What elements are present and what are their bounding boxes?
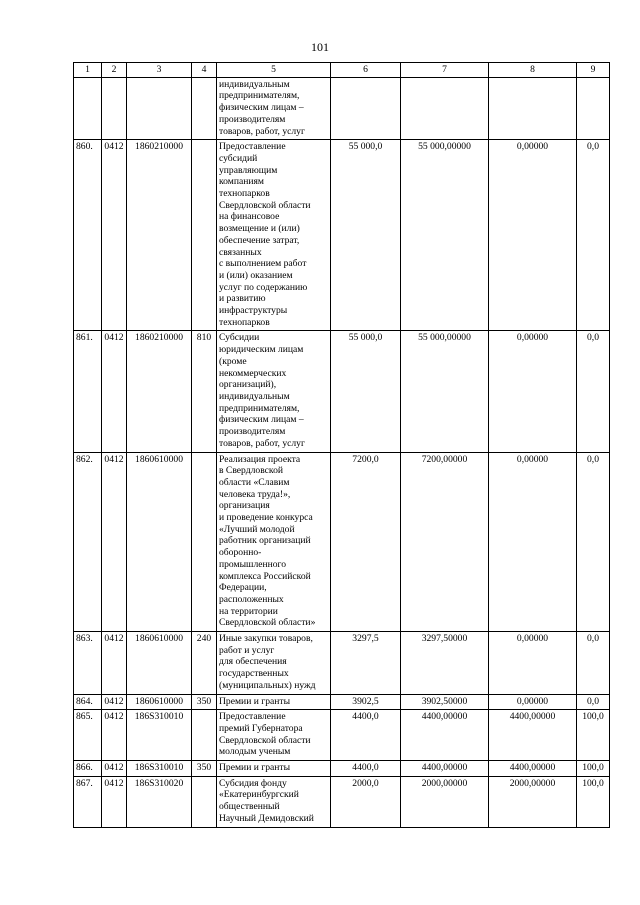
amount-cell: 7200,0 — [331, 452, 401, 632]
description-cell: индивидуальным предпринимателям, физическим лицам – производителям товаров, работ, услуг — [217, 77, 331, 140]
table-row — [74, 776, 610, 827]
federal-amount-cell: 4400,00000 — [489, 710, 577, 761]
expense-type-cell: 810 — [192, 331, 217, 452]
column-header: 6 — [331, 63, 401, 78]
percent-cell: 0,0 — [577, 452, 610, 632]
approved-amount-cell: 3902,50000 — [401, 694, 489, 710]
approved-amount-cell — [401, 77, 489, 140]
row-number-cell: 860. — [74, 140, 102, 331]
page-number: 101 — [311, 40, 329, 54]
expense-type-cell — [192, 140, 217, 331]
target-code-cell: 1860210000 — [127, 140, 192, 331]
column-header: 8 — [489, 63, 577, 78]
description-cell: Предоставление премий Губернатора Свердловской области молодым ученым — [217, 710, 331, 761]
section-code-cell: 0412 — [102, 710, 127, 761]
row-number-cell: 865. — [74, 710, 102, 761]
expense-type-cell: 350 — [192, 761, 217, 777]
percent-cell: 100,0 — [577, 776, 610, 827]
federal-amount-cell: 0,00000 — [489, 694, 577, 710]
row-number-cell — [74, 77, 102, 140]
amount-cell: 2000,0 — [331, 776, 401, 827]
federal-amount-cell: 0,00000 — [489, 632, 577, 695]
table-body — [74, 77, 610, 827]
row-number-cell: 863. — [74, 632, 102, 695]
amount-cell — [331, 77, 401, 140]
column-header: 3 — [127, 63, 192, 78]
row-number-cell: 864. — [74, 694, 102, 710]
amount-cell: 55 000,0 — [331, 331, 401, 452]
federal-amount-cell: 2000,00000 — [489, 776, 577, 827]
expense-type-cell: 350 — [192, 694, 217, 710]
expense-type-cell — [192, 710, 217, 761]
table-row — [74, 77, 610, 140]
percent-cell — [577, 77, 610, 140]
amount-cell: 55 000,0 — [331, 140, 401, 331]
row-number-cell: 866. — [74, 761, 102, 777]
percent-cell: 0,0 — [577, 140, 610, 331]
description-cell: Предоставление субсидий управляющим компаниям технопарков Свердловской области на финансовое возмещение и (или) обеспечение затрат, связанных с выполнением работ и (или) оказанием услуг по содержанию и развитию инфраструктуры технопарков — [217, 140, 331, 331]
federal-amount-cell: 0,00000 — [489, 140, 577, 331]
column-header: 2 — [102, 63, 127, 78]
description-cell: Субсидии юридическим лицам (кроме некоммерческих организаций), индивидуальным предпринимателям, физическим лицам – производителям товаров, работ, услуг — [217, 331, 331, 452]
approved-amount-cell: 3297,50000 — [401, 632, 489, 695]
description-cell: Премии и гранты — [217, 761, 331, 777]
approved-amount-cell: 4400,00000 — [401, 710, 489, 761]
header-row — [74, 63, 610, 78]
table-row — [74, 761, 610, 777]
table-row — [74, 331, 610, 452]
approved-amount-cell: 55 000,00000 — [401, 140, 489, 331]
amount-cell: 3297,5 — [331, 632, 401, 695]
column-header: 9 — [577, 63, 610, 78]
table-row — [74, 140, 610, 331]
target-code-cell: 186S310010 — [127, 710, 192, 761]
section-code-cell: 0412 — [102, 452, 127, 632]
column-header: 7 — [401, 63, 489, 78]
table-row — [74, 710, 610, 761]
section-code-cell: 0412 — [102, 694, 127, 710]
section-code-cell: 0412 — [102, 331, 127, 452]
column-header: 5 — [217, 63, 331, 78]
percent-cell: 0,0 — [577, 694, 610, 710]
target-code-cell — [127, 77, 192, 140]
column-header: 1 — [74, 63, 102, 78]
amount-cell: 4400,0 — [331, 761, 401, 777]
target-code-cell: 1860610000 — [127, 694, 192, 710]
federal-amount-cell: 4400,00000 — [489, 761, 577, 777]
section-code-cell: 0412 — [102, 632, 127, 695]
section-code-cell: 0412 — [102, 140, 127, 331]
approved-amount-cell: 2000,00000 — [401, 776, 489, 827]
table-row — [74, 452, 610, 632]
federal-amount-cell — [489, 77, 577, 140]
description-cell: Реализация проекта в Свердловской области «Славим человека труда!», организация и проведение конкурса «Лучший молодой работник организаций оборонно- промышленного комплекса Российской Федерации, расположенных на территории Свердловской области» — [217, 452, 331, 632]
section-code-cell: 0412 — [102, 776, 127, 827]
percent-cell: 100,0 — [577, 710, 610, 761]
expense-type-cell — [192, 776, 217, 827]
expense-type-cell: 240 — [192, 632, 217, 695]
row-number-cell: 862. — [74, 452, 102, 632]
target-code-cell: 1860610000 — [127, 452, 192, 632]
federal-amount-cell: 0,00000 — [489, 331, 577, 452]
percent-cell: 0,0 — [577, 632, 610, 695]
amount-cell: 3902,5 — [331, 694, 401, 710]
percent-cell: 100,0 — [577, 761, 610, 777]
amount-cell: 4400,0 — [331, 710, 401, 761]
section-code-cell: 0412 — [102, 761, 127, 777]
target-code-cell: 186S310010 — [127, 761, 192, 777]
expense-type-cell — [192, 77, 217, 140]
description-cell: Иные закупки товаров, работ и услуг для обеспечения государственных (муниципальных) нужд — [217, 632, 331, 695]
target-code-cell: 186S310020 — [127, 776, 192, 827]
federal-amount-cell: 0,00000 — [489, 452, 577, 632]
row-number-cell: 861. — [74, 331, 102, 452]
row-number-cell: 867. — [74, 776, 102, 827]
table-row — [74, 632, 610, 695]
description-cell: Премии и гранты — [217, 694, 331, 710]
approved-amount-cell: 55 000,00000 — [401, 331, 489, 452]
description-cell: Субсидия фонду «Екатеринбургский общественный Научный Демидовский — [217, 776, 331, 827]
expense-type-cell — [192, 452, 217, 632]
target-code-cell: 1860210000 — [127, 331, 192, 452]
column-header: 4 — [192, 63, 217, 78]
target-code-cell: 1860610000 — [127, 632, 192, 695]
approved-amount-cell: 4400,00000 — [401, 761, 489, 777]
table-row — [74, 694, 610, 710]
section-code-cell — [102, 77, 127, 140]
percent-cell: 0,0 — [577, 331, 610, 452]
budget-table — [73, 62, 610, 828]
approved-amount-cell: 7200,00000 — [401, 452, 489, 632]
